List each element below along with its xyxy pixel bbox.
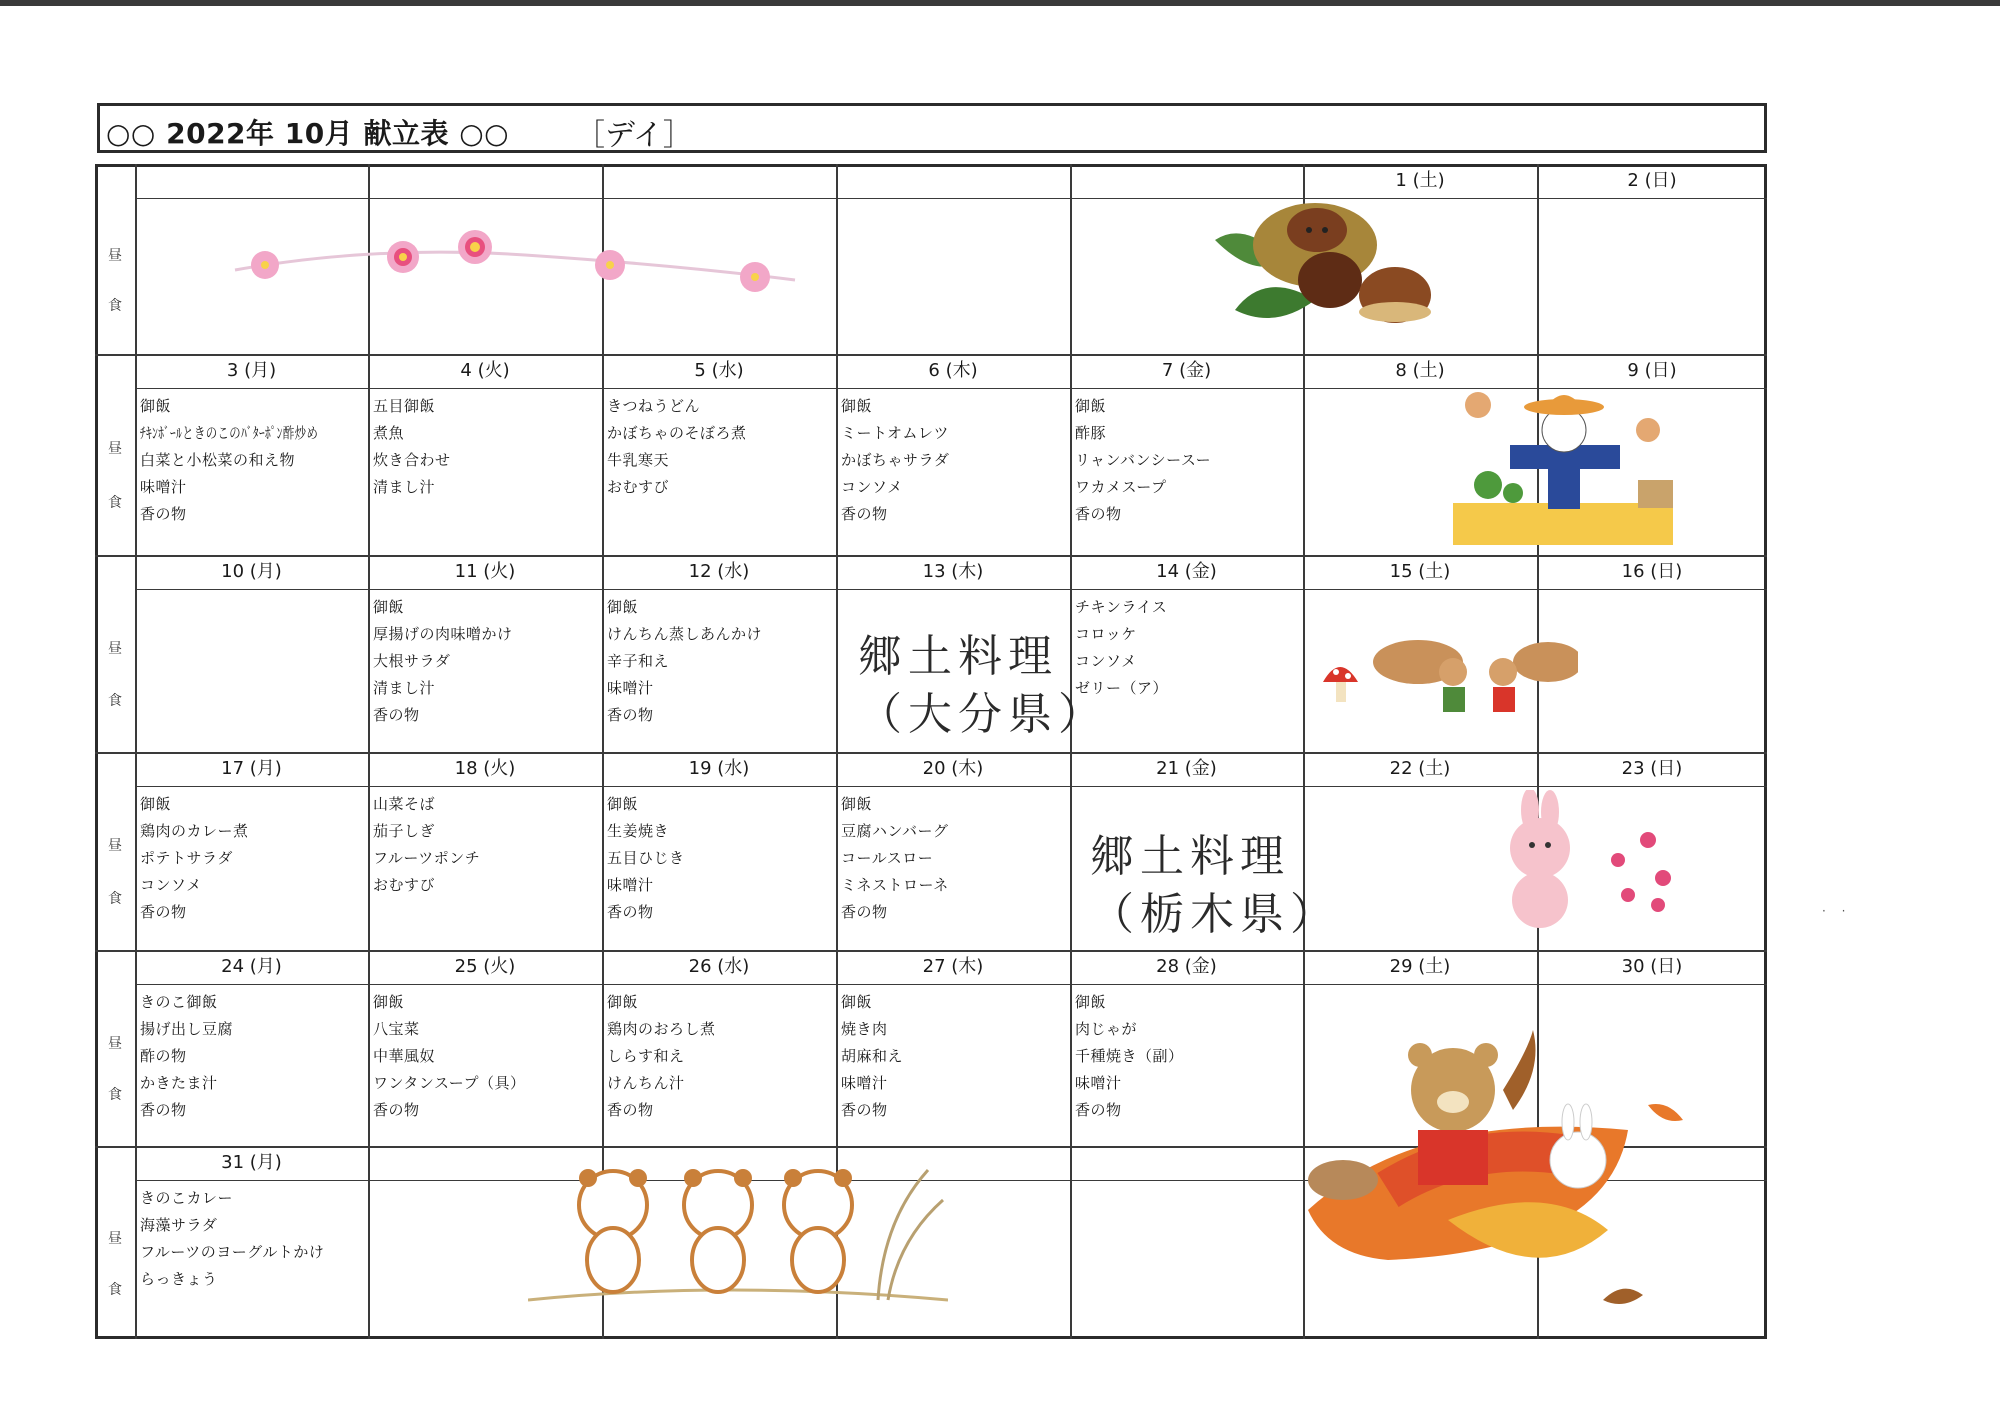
date-header: 1 (土) <box>1395 170 1445 191</box>
menu-item-text: かぼちゃのそぼろ煮 <box>607 424 747 442</box>
menu-item-text: 酢豚 <box>1075 424 1107 442</box>
menu-item-text: チキンライス <box>1075 598 1168 616</box>
menu-item <box>140 818 249 845</box>
menu-item <box>607 621 762 648</box>
menu-item <box>373 393 451 420</box>
menu-item-text: 胡麻和え <box>841 1047 904 1065</box>
date-header: 25 (火) <box>454 956 516 977</box>
menu-item-text: 牛乳寒天 <box>607 451 670 469</box>
menu-item-text: ﾁｷﾝﾎﾞｰﾙときのこのﾊﾞﾀｰﾎﾟﾝ酢炒め <box>140 424 319 442</box>
menu-item-text: 千種焼き（副） <box>1075 1047 1184 1065</box>
menu-item <box>373 474 451 501</box>
menu-item <box>607 1043 716 1070</box>
meal-label-bottom: 食 <box>108 297 122 314</box>
menu-item-text: コンソメ <box>140 876 202 894</box>
date-header: 9 (日) <box>1627 360 1677 381</box>
menu-item <box>607 1016 716 1043</box>
menu-item <box>140 393 375 420</box>
menu-item <box>841 989 903 1016</box>
menu-item <box>140 845 249 872</box>
menu-item-text: コロッケ <box>1075 625 1137 643</box>
menu-item <box>841 474 949 501</box>
menu-item <box>140 791 249 818</box>
menu-item-text: 香の物 <box>140 505 187 523</box>
menu-item <box>373 1016 525 1043</box>
meal-label-top: 昼 <box>108 1230 122 1247</box>
date-header: 12 (水) <box>688 561 750 582</box>
meal-label-bottom: 食 <box>108 693 122 710</box>
menu-item <box>607 447 747 474</box>
menu-item-text: 茄子しぎ <box>373 822 436 840</box>
date-header: 8 (土) <box>1395 360 1445 381</box>
meal-label-bottom: 食 <box>108 1281 122 1298</box>
menu-item-text: 煮魚 <box>373 424 405 442</box>
menu-item-text: 香の物 <box>1075 505 1122 523</box>
menu-item-text: おむすび <box>373 876 436 894</box>
meal-label <box>95 164 135 354</box>
menu-item <box>140 1097 233 1124</box>
menu-item-text: 香の物 <box>140 1101 187 1119</box>
menu-item-text: 香の物 <box>373 1101 420 1119</box>
menu-item <box>373 872 480 899</box>
menu-list <box>607 393 747 501</box>
menu-item <box>373 1097 525 1124</box>
meal-label-bottom: 食 <box>108 1087 122 1104</box>
menu-item-text: 香の物 <box>1075 1101 1122 1119</box>
menu-item-text: 清まし汁 <box>373 679 436 697</box>
date-header: 23 (日) <box>1621 758 1683 779</box>
menu-item <box>373 1043 525 1070</box>
menu-list <box>373 594 513 729</box>
menu-item-text: しらす和え <box>607 1047 685 1065</box>
meal-label <box>95 1146 135 1339</box>
menu-item <box>373 648 513 675</box>
menu-item-text: 御飯 <box>841 795 873 813</box>
date-header: 20 (木) <box>922 758 984 779</box>
date-header: 2 (日) <box>1627 170 1677 191</box>
menu-item-text: らっきょう <box>140 1270 218 1288</box>
menu-item-text: きつねうどん <box>607 397 701 415</box>
menu-item <box>373 420 451 447</box>
menu-item <box>373 702 513 729</box>
meal-label <box>95 950 135 1146</box>
menu-list <box>140 393 375 528</box>
date-header-divider <box>135 589 1767 590</box>
menu-item-text: ゼリー（ア） <box>1075 679 1169 697</box>
date-header: 19 (水) <box>688 758 750 779</box>
menu-item <box>841 1016 903 1043</box>
menu-item <box>140 1016 233 1043</box>
menu-item <box>1075 474 1211 501</box>
menu-item-text: かきたま汁 <box>140 1074 218 1092</box>
title-box <box>97 103 1767 153</box>
menu-item-text: 香の物 <box>140 903 187 921</box>
menu-list <box>841 393 949 528</box>
menu-item-text: 御飯 <box>140 397 172 415</box>
scarecrow-illustration <box>1448 385 1678 550</box>
menu-item-text: 味噌汁 <box>841 1074 888 1092</box>
page-title: ○○ 2022年 10月 献立表 ○○ <box>106 117 510 150</box>
local-cuisine-note-tochigi: 郷土料理 （栃木県） <box>1090 831 1340 940</box>
menu-item-text: 御飯 <box>841 397 873 415</box>
menu-item <box>841 791 949 818</box>
menu-item <box>373 594 513 621</box>
menu-item <box>140 872 249 899</box>
menu-item <box>1075 501 1211 528</box>
menu-item-text: ワカメスープ <box>1075 478 1167 496</box>
menu-list <box>607 989 716 1124</box>
menu-item <box>140 899 249 926</box>
date-header: 7 (金) <box>1161 360 1212 381</box>
menu-item <box>373 1070 525 1097</box>
menu-item-text: 味噌汁 <box>1075 1074 1122 1092</box>
menu-item-text: 香の物 <box>841 903 888 921</box>
scan-dots: · · <box>1822 904 1852 918</box>
meal-label <box>95 752 135 950</box>
menu-item-text: コンソメ <box>1075 652 1137 670</box>
local-cuisine-note-oita: 郷土料理 （大分県） <box>858 631 1108 740</box>
menu-item-text: 香の物 <box>841 1101 888 1119</box>
menu-list <box>607 594 762 729</box>
date-header: 5 (水) <box>694 360 744 381</box>
menu-item-text: きのこカレー <box>140 1189 234 1207</box>
menu-item-text: 御飯 <box>607 993 639 1011</box>
menu-item-text: 御飯 <box>607 795 639 813</box>
menu-list <box>140 1185 324 1293</box>
rabbit-flowers-illustration <box>1488 790 1683 930</box>
menu-list <box>373 989 525 1124</box>
menu-item-text: フルーツポンチ <box>373 849 481 867</box>
menu-item <box>373 791 480 818</box>
menu-item-text: 香の物 <box>607 903 654 921</box>
menu-item-text: 御飯 <box>1075 397 1107 415</box>
menu-item-text: 香の物 <box>373 706 420 724</box>
menu-item-text: 御飯 <box>373 993 405 1011</box>
menu-item <box>373 818 480 845</box>
menu-item-text: 御飯 <box>373 598 405 616</box>
cosmos-flowers-illustration <box>225 225 805 300</box>
menu-item <box>607 393 747 420</box>
menu-item <box>140 989 233 1016</box>
menu-list <box>1075 989 1184 1124</box>
menu-item-text: 生姜焼き <box>607 822 670 840</box>
menu-item-text: 厚揚げの肉味噌かけ <box>373 625 513 643</box>
date-header: 6 (木) <box>928 360 978 381</box>
menu-item-text: コンソメ <box>841 478 903 496</box>
menu-item <box>841 845 949 872</box>
menu-item-text: 御飯 <box>1075 993 1107 1011</box>
menu-item <box>607 702 762 729</box>
menu-list <box>373 791 480 899</box>
date-header <box>135 166 368 196</box>
menu-item <box>373 675 513 702</box>
menu-item <box>607 594 762 621</box>
menu-item-text: 鶏肉のカレー煮 <box>140 822 249 840</box>
menu-list <box>373 393 451 501</box>
menu-item-text: 山菜そば <box>373 795 436 813</box>
menu-item <box>140 1239 324 1266</box>
date-header <box>602 166 836 196</box>
menu-item-text: 白菜と小松菜の和え物 <box>140 451 296 469</box>
menu-item-text: コールスロー <box>841 849 934 867</box>
menu-item <box>841 1070 903 1097</box>
menu-item <box>607 1097 716 1124</box>
menu-item <box>140 1266 324 1293</box>
menu-item-text: 焼き肉 <box>841 1020 888 1038</box>
menu-item-text: かぼちゃサラダ <box>841 451 950 469</box>
menu-item <box>373 845 480 872</box>
meal-label-bottom: 食 <box>108 890 122 907</box>
menu-item <box>607 420 747 447</box>
menu-item-text: 八宝菜 <box>373 1020 420 1038</box>
mushroom-squirrels-illustration <box>1318 632 1578 722</box>
meal-label-top: 昼 <box>108 247 122 264</box>
date-header: 27 (木) <box>922 956 984 977</box>
meal-label <box>95 354 135 555</box>
menu-item <box>1075 1043 1184 1070</box>
menu-item-text: 豆腐ハンバーグ <box>841 822 949 840</box>
meal-label <box>95 555 135 752</box>
date-header: 16 (日) <box>1621 561 1683 582</box>
date-header: 11 (火) <box>454 561 516 582</box>
menu-item-text: 味噌汁 <box>607 679 654 697</box>
menu-item <box>841 1043 903 1070</box>
menu-item <box>140 1185 324 1212</box>
service-tag: ［デイ］ <box>575 118 693 153</box>
menu-item <box>1075 1097 1184 1124</box>
menu-item <box>140 501 375 528</box>
date-header: 15 (土) <box>1389 561 1451 582</box>
menu-item-text: 肉じゃが <box>1075 1020 1138 1038</box>
menu-item <box>1075 393 1211 420</box>
menu-item-text: 御飯 <box>607 598 639 616</box>
menu-item-text: 酢の物 <box>140 1047 187 1065</box>
menu-list <box>1075 393 1211 528</box>
menu-item <box>607 872 685 899</box>
menu-item-text: 海藻サラダ <box>140 1216 218 1234</box>
menu-list <box>841 791 949 926</box>
menu-item <box>607 675 762 702</box>
date-header-divider <box>135 786 1767 787</box>
menu-item-text: けんちん蒸しあんかけ <box>607 625 763 643</box>
menu-item-text: ワンタンスープ（具） <box>373 1074 526 1092</box>
menu-item-text: 清まし汁 <box>373 478 436 496</box>
menu-item-text: 香の物 <box>841 505 888 523</box>
menu-item-text: おむすび <box>607 478 670 496</box>
menu-item-text: きのこ御飯 <box>140 993 218 1011</box>
menu-item <box>140 1070 233 1097</box>
menu-item <box>1075 447 1211 474</box>
menu-item <box>841 818 949 845</box>
date-header: 4 (火) <box>460 360 510 381</box>
meal-label-top: 昼 <box>108 640 122 657</box>
menu-item <box>841 872 949 899</box>
menu-item-text: 香の物 <box>607 706 654 724</box>
menu-item-text: 大根サラダ <box>373 652 451 670</box>
date-header: 30 (日) <box>1621 956 1683 977</box>
meal-label-bottom: 食 <box>108 494 122 511</box>
menu-item-text: 中華風奴 <box>373 1047 436 1065</box>
date-header: 24 (月) <box>221 956 282 977</box>
menu-item <box>841 1097 903 1124</box>
menu-item-text: 味噌汁 <box>140 478 187 496</box>
date-header <box>1070 166 1303 196</box>
menu-item <box>140 474 375 501</box>
menu-item <box>1075 1016 1184 1043</box>
menu-item-text: 鶏肉のおろし煮 <box>607 1020 716 1038</box>
date-header: 21 (金) <box>1156 758 1217 779</box>
date-header: 29 (土) <box>1389 956 1451 977</box>
menu-item-text: 五目ひじき <box>607 849 685 867</box>
menu-item-text: 香の物 <box>607 1101 654 1119</box>
menu-item <box>607 989 716 1016</box>
menu-item <box>607 791 685 818</box>
chestnuts-illustration <box>1205 200 1455 330</box>
menu-item-text: 揚げ出し豆腐 <box>140 1020 234 1038</box>
menu-item-text: 御飯 <box>140 795 172 813</box>
date-header: 10 (月) <box>221 561 282 582</box>
menu-item-text: 五目御飯 <box>373 397 436 415</box>
date-header: 31 (月) <box>221 1152 282 1173</box>
three-bears-susuki-illustration <box>528 1160 948 1315</box>
menu-item <box>373 447 451 474</box>
menu-item <box>607 474 747 501</box>
menu-item <box>841 393 949 420</box>
menu-item <box>1075 420 1211 447</box>
menu-item <box>607 648 762 675</box>
menu-item <box>140 1212 324 1239</box>
menu-item-text: 味噌汁 <box>607 876 654 894</box>
menu-item <box>841 420 949 447</box>
menu-item-text: フルーツのヨーグルトかけ <box>140 1243 325 1261</box>
menu-list <box>607 791 685 926</box>
menu-item-text: 御飯 <box>841 993 873 1011</box>
menu-item <box>140 447 375 474</box>
meal-label-top: 昼 <box>108 441 122 458</box>
date-header-divider <box>135 984 1767 985</box>
date-header: 17 (月) <box>221 758 282 779</box>
menu-item-text: けんちん汁 <box>607 1074 685 1092</box>
menu-item-text: ミートオムレツ <box>841 424 950 442</box>
menu-item <box>140 1043 233 1070</box>
menu-item <box>373 989 525 1016</box>
date-header-divider <box>135 198 1767 199</box>
menu-item-text: ポテトサラダ <box>140 849 233 867</box>
scan-top-edge <box>0 0 2000 6</box>
menu-item <box>607 818 685 845</box>
date-header: 3 (月) <box>226 360 277 381</box>
date-header: 14 (金) <box>1156 561 1217 582</box>
menu-list <box>841 989 903 1124</box>
meal-label-top: 昼 <box>108 838 122 855</box>
menu-list <box>140 989 233 1124</box>
menu-item <box>1075 1070 1184 1097</box>
menu-item <box>373 621 513 648</box>
date-header: 26 (水) <box>688 956 750 977</box>
menu-item <box>841 899 949 926</box>
menu-item <box>1075 594 1168 621</box>
menu-item-text: 辛子和え <box>607 652 670 670</box>
menu-item <box>1075 989 1184 1016</box>
menu-item-text: ミネストローネ <box>841 876 949 894</box>
date-header: 18 (火) <box>454 758 516 779</box>
date-header <box>368 166 602 196</box>
date-header: 13 (木) <box>922 561 984 582</box>
menu-item <box>140 420 375 447</box>
menu-item <box>607 1070 716 1097</box>
meal-label-top: 昼 <box>108 1035 122 1052</box>
date-header: 22 (土) <box>1389 758 1451 779</box>
menu-item <box>841 501 949 528</box>
bear-rabbit-leaf-illustration <box>1268 1030 1698 1330</box>
date-header: 28 (金) <box>1156 956 1217 977</box>
menu-item <box>607 845 685 872</box>
menu-item <box>607 899 685 926</box>
menu-item-text: リャンバンシースー <box>1075 451 1212 469</box>
menu-list <box>140 791 249 926</box>
date-header <box>836 166 1070 196</box>
menu-item-text: 炊き合わせ <box>373 451 451 469</box>
menu-item <box>841 447 949 474</box>
